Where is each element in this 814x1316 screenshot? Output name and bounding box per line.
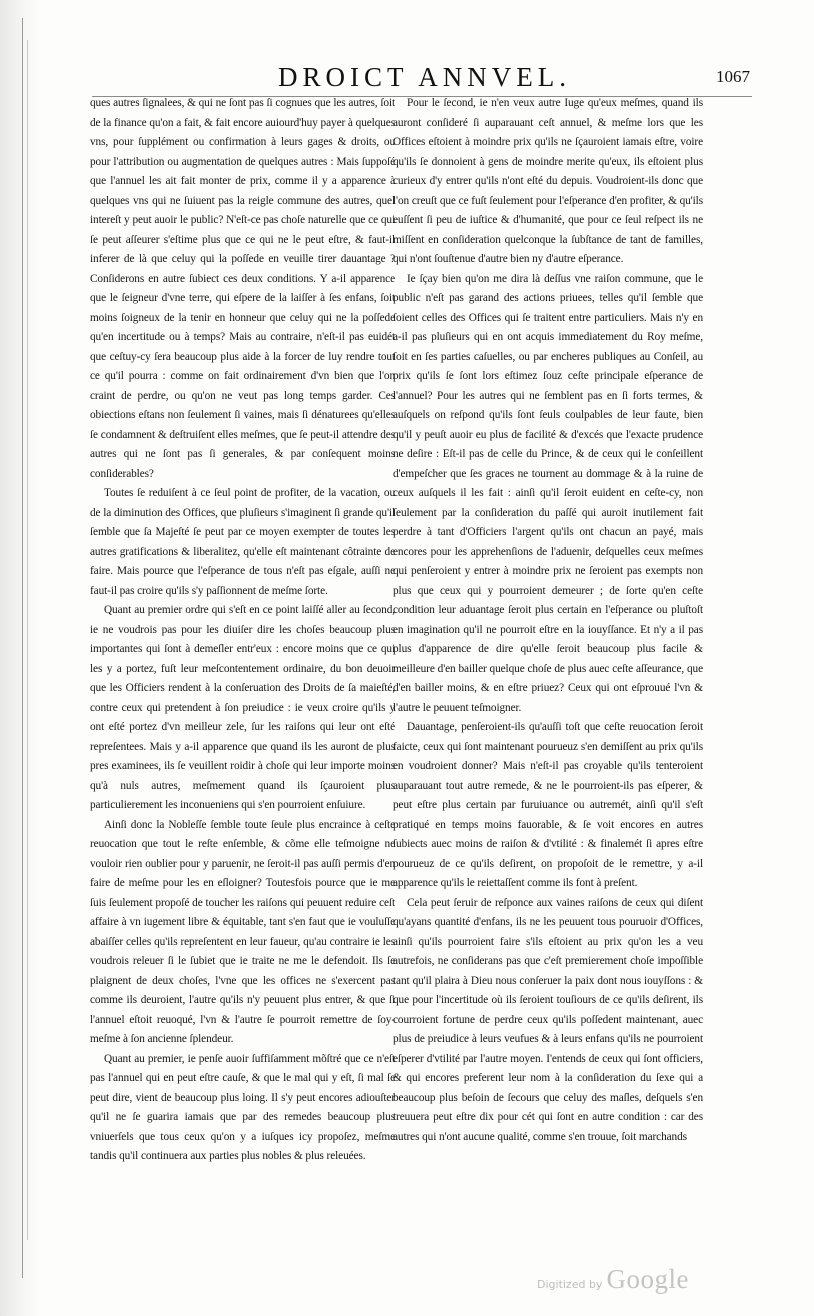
page-number: 1067: [716, 67, 750, 86]
paragraph: Ainſi donc la Nobleſſe ſemble toute ſeule plus encraince à ceſte reuocation que tout le reſte enſemble, & cõme elle teſmoigne ne vouloir rien oublier pour y paruenir, ne ſeroit-il pas auſſi permis d'en faire de meſme pour les en eſloigner? Toutesfois pource que ie me ſuis ſeulement propoſé de toucher les raiſons qui peuuent reduire ceſt affaire à vn iugement libre & équitable, tant s'en faut que ie vouluſſe abaiſſer celles qu'ils repreſentent en leur faueur, qu'au contraire ie les voudrois releuer ſi le ſubiet que ie traite ne me le defendoit. Ils ſe plaignent de deux choſes, l'vne que les offices ne s'exercent pas comme ils deuroient, l'autre qu'ils n'y peuuent plus entrer, & que ſi l'annuel eſtoit reuoqué, l'vn & l'autre ſe pourroit remettre de ſoy-meſme à ſon ancienne ſplendeur.: [90, 818, 395, 1045]
page-edge-line: [22, 18, 23, 1278]
watermark-logo: Google: [606, 1264, 689, 1294]
paragraph: ques autres ſignalees, & qui ne ſont pas ſi cognues que les autres, ſoit de la finance qu'on a fait, & fait encore auiourd'huy payer à quelques vns, pour ſupplément ou confirmation à leurs gages & droits, ou pour l'attribution ou augmentation de quelques autres : Mais ſuppoſé que l'annuel les ait fait monter de prix, comme il y a apparence à quelques vns qui ne ſuiuent pas la reigle commune des autres, quel intereſt y peut auoir le public? N'eſt-ce pas choſe naturelle que ce qui ſe peut aſſeurer s'eſtime plus que ce qui ne le peut eſtre, & faut-il inferer de là que celuy qui la poſſede en veuille tirer dauantage ? Conſiderons en autre ſubiect ces deux conditions. Y a-il apparence que le ſeigneur d'vne terre, qui eſpere de la laiſſer à ſes enfans, ſoit moins ſoigneux de la tenir en honneur que celuy qui ne la poſſede qu'en incertitude ou à temps? Mais au contraire, n'eſt-il pas euidét que ceſtuy-cy ſera beaucoup plus aide à la forcer de luy rendre tout ce qu'il pourra : comme on fait ordinairement d'vn bien que l'on craint de perdre, ou qu'on ne veut pas long temps garder. Ces obiections eſtans non ſeulement ſi vaines, mais ſi dénaturees qu'elles ſe condamnent & deſtruiſent elles meſmes, que ſe peut-il attendre des autres qui ne ſont pas ſi generales, & par conſequent moins conſiderables?: [90, 97, 395, 480]
page-gutter-shadow: [0, 0, 42, 1316]
page-edge-line-inner: [27, 40, 28, 1240]
paragraph: Pour le ſecond, ie n'en veux autre Iuge qu'eux meſmes, quand ils auront conſideré ſi auparauant ceſt annuel, & meſme lors que les Offices eſtoient à moindre prix qu'ils ne ſçauroient iamais eſtre, voire qu'ils ſe donnoient à gens de moindre merite qu'eux, ils eſtoient plus curieux d'y entrer qu'ils n'ont eſté du depuis. Voudroient-ils donc que l'on creuſt que ce fuſt ſeulement pour l'eſperance d'en profiter, & qu'ils euſſent ſi peu de iuſtice & d'humanité, que pour ce ſeul reſpect ils ne miſſent en conſideration quelconque la ſubſtance de tant de familles, qui n'ont ſouſtenue d'autre bien ny d'autre eſperance.: [393, 97, 703, 265]
paragraph: Dauantage, penſeroient-ils qu'auſſi toſt que ceſte reuocation ſeroit faicte, ceux qui ſont maintenant pourueuz s'en demiſſent au prix qu'ils en voudroient donner? Mais n'eſt-il pas croyable qu'ils tenteroient auparauant tout autre remede, & ne le pourroient-ils pas eſperer, & peut eſtre plus certain par furuiuance ou autremét, ainſi qu'il s'eſt pratiqué en temps moins fauorable, & ſe voit encores en autres ſubiects auec moins de raiſon & d'vtilité : & finalemét ſi apres eſtre pourueuz de ce qu'ils deſirent, on propoſoit de le remettre, y a-il apparence qu'ils le reiettaſſent comme ils font à preſent.: [393, 721, 703, 889]
right-text-column: [393, 94, 703, 1147]
running-title: DROICT ANNVEL.: [278, 62, 572, 92]
paragraph: Quant au premier ordre qui s'eſt en ce point laiſſé aller au ſecond, ie ne voudrois pas pour les diuiſer dire les choſes beaucoup plus importantes qui ſont à demeſler entr'eux : encore moins que ce qui les y a portez, fuſt leur meſcontentement ordinaire, du bon deuoir que les Officiers rendent à la conſeruation des Droits de ſa maieſté, contre ceux qui pretendent à ſon preiudice : ie veux croire qu'ils y ont eſté portez d'vn meilleur zele, ſur les raiſons qui leur ont eſté repreſentees. Mais y a-il apparence que quand ils les auront de plus pres examinees, ils ſe veuillent roidir à choſe qui leur importe moins qu'à nuls autres, meſmement quand ils ſçauroient plus particulierement les inconueniens qui s'en pourroient enſuiure.: [90, 604, 395, 811]
watermark-prefix: Digitized by: [537, 1278, 603, 1291]
paragraph: Cela peut ſeruir de reſponce aux vaines raiſons de ceux qui diſent qu'ayans quantité d'enfans, ils ne les peuuent tous pouruoir d'Offices, ainſi qu'ils pourroient faire s'ils eſtoient au prix qu'on les a veu autrefois, ne conſiderans pas que c'eſt premierement choſe impoſſible tant qu'il plaira à Dieu nous conſeruer la paix dont nous iouyſſons : & que pour l'incertitude où ils ſeroient touſiours de ce qu'ils deſirent, ils courroient fortune de perdre ceux qu'ils poſſedent maintenant, auec plus de preiudice à leurs veufues & à leurs enfans qu'ils ne pourroient eſperer d'vtilité par l'autre moyen. I'entends de ceux qui ſont officiers, & qui encores preferent leur nom à la conſideration du ſexe qui a beaucoup plus beſoin de ſecours que celuy des maſles, deſquels s'en treuuera peut eſtre dix pour cét qui ſont en autre condition : car des autres qui n'ont aucune qualité, comme s'en trouue, ſoit marchands: [393, 896, 703, 1143]
paragraph: Quant au premier, ie penſe auoir ſuffiſamment mõſtré que ce n'eſt pas l'annuel qui en peut eſtre cauſe, & que le mal qui y eſt, ſi mal ſe peut dire, vient de beaucoup plus loing. Il s'y peut encores adiouſter qu'il ne ſe guarira iamais que par des remedes beaucoup plus vniuerſels que tous ceux qu'on y a iuſques icy propoſez, meſme tandis qu'il continuera aux parties plus nobles & plus releuées.: [90, 1052, 395, 1162]
paragraph: Ie ſçay bien qu'on me dira là deſſus vne raiſon commune, que le public n'eſt pas garand des actions priuees, telles qu'il ſemble que ſoient celles des Offices qui ſe traitent entre particuliers. Mais n'y en a-il pas pluſieurs qui en ont acquis immediatement du Roy meſme, ſoit en ſes parties caſuelles, ou par encheres publiques au Conſeil, au prix qu'ils ſe ſont lors eſtimez ſouz ceſte principale eſperance de l'annuel? Pour les autres qui ne ſemblent pas en ſi forts termes, & auſquels on reſpond qu'ils ſont ſeuls coulpables de leur faute, bien qu'il y peuſt auoir eu plus de facilité & d'excés que l'exacte prudence ne deſire : Eſt-il pas de celle du Prince, & de ceux qui le conſeillent d'empeſcher que ſes graces ne tournent au dommage & à la ruine de ceux auſquels il les fait : ainſi qu'il ſeroit euident en ceſte-cy, non ſeulement par la conſideration du paſſé qui auroit inutilement fait perdre à tant d'Officiers l'argent qu'ils ont chacun an payé, mais encores pour les apprehenſions de l'aduenir, deſquelles ceux meſmes qui penſeroient y entrer à moindre prix ne ſeroient pas exempts non plus que ceux qui y pourroient demeurer ; de ſorte qu'en ceſte condition leur aduantage ſeroit plus certain en l'eſperance ou pluſtoſt en imagination qu'il ne pourroit eſtre en la iouyſſance. Et n'y a il pas plus d'apparence de dire qu'elle ſeroit beaucoup plus facile & meilleure d'en bailler quelque choſe de plus auec ceſte aſſeurance, que d'en bailler moins, & en eſtre priuez? Ceux qui ont eſprouué l'vn & l'autre le peuuent teſmoigner.: [393, 272, 703, 714]
digitized-watermark: [537, 1264, 689, 1295]
left-text-column: [90, 94, 395, 1167]
paragraph: Toutes ſe reduiſent à ce ſeul point de profiter, de la vacation, ou de la diminution des Offices, que pluſieurs s'imaginent ſi grande qu'il ſemble que ſa Majeſté ſe peut par ce moyen exempter de toutes les autres gratifications & liberalitez, qu'elle eſt maintenant côtrainte de faire. Mais pource que l'eſperance de tous n'eſt pas eſgale, auſſi ne faut-il pas croire qu'ils s'y paſſionnent de meſme ſorte.: [90, 487, 395, 597]
page-header: [92, 62, 752, 97]
